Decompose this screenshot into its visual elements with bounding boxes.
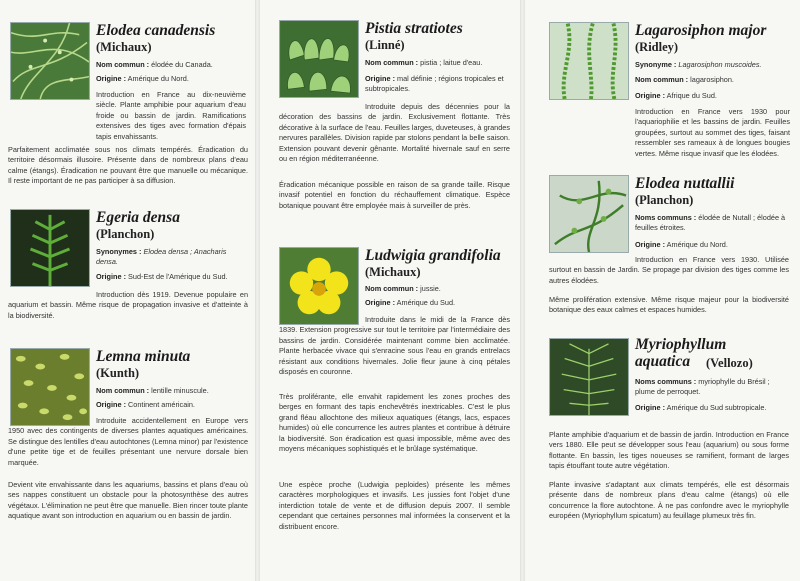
field-origin: Origine : Amérique du Nord. — [96, 74, 189, 83]
species-card-elodea-nuttallii — [525, 165, 800, 330]
paragraph: Éradication mécanique possible en raison de sa grande taille. Risque invasif potentiel en fonction du réchauffement climatique. Espèce botanique pouvant être employée mais à surveiller de près. — [279, 180, 510, 210]
myriophyllum-aquatica-photo — [549, 338, 629, 416]
field-common-name: Nom commun : élodée du Canada. — [96, 60, 213, 69]
species-card-ludwigia-grandifolia — [260, 235, 520, 581]
species-title: Elodea canadensis — [96, 22, 216, 39]
paragraph: Plante amphibie d'aquarium et de bassin de jardin. Introduction en France vers 1880. Elle peut se développer sous l'eau (aquarium) ou sous forme flottante. En bassin, les tiges noueuses se ramifient, formant de larges tapis étouffant toute autre végétation. — [549, 430, 789, 471]
field-common-names: Noms communs : myriophylle du Brésil ; plume de perroquet. — [635, 377, 770, 397]
paragraph: Une espèce proche (Ludwigia peploides) présente les mêmes caractères morphologiques et invasifs. Les jussies font l'objet d'une interdiction totale de vente et de diffusion depuis 2007. Il semble cependant que certaines personnes mal informées la conservent et la distribuent encore. — [279, 480, 510, 531]
species-author: (Ridley) — [635, 40, 679, 54]
species-author: (Linné) — [365, 38, 405, 52]
paragraph: Introduction en France au dix-neuvième siècle. Plante amphibie pour aquarium d'eau froide ou bassin de jardin. Ramifications extensives des tiges avec formation d'épais tapis envahissants. — [96, 90, 246, 141]
lemna-minuta-photo — [10, 348, 90, 426]
field-origin: Origine : mal définie ; régions tropicales et subtropicales. — [365, 74, 504, 94]
species-card-myriophyllum-aquatica — [525, 330, 800, 581]
paragraph: Introduction dès 1919. Devenue populaire en aquarium et bassin. Même risque de propagation invasive et d'atteinte à la biodiversité. — [8, 290, 248, 320]
field-origin: Origine : Continent américain. — [96, 400, 195, 409]
paragraph: Introduction en France vers 1930 pour l'aquariophilie et les bassins de jardin. Feuilles groupées, surtout au sommet des tiges, faisant ressembler ses rameaux à de longues bougies vertes. Même risque invasif que les élodées. — [635, 107, 790, 158]
pistia-stratiotes-photo — [279, 20, 359, 98]
paragraph: Introduite accidentellement en Europe vers 1950 avec des contingents de diverses plantes aquatiques américaines. Se distingue des lentilles d'eau autochtones (Lemna minor) par l'existence d'une petite tige et de feuilles présentant une nervure dorsale bien marquée. — [8, 416, 248, 467]
field-common-name: Nom commun : jussie. — [365, 284, 441, 293]
paragraph: Introduction en France vers 1930. Utilisée surtout en bassin de Jardin. Se propage par division des tiges comme les autres élodées. — [549, 255, 789, 285]
field-synonyms: Synonymes : Elodea densa ; Anacharis densa. — [96, 247, 227, 267]
column-left — [0, 0, 255, 581]
paragraph: Très proliférante, elle envahit rapidement les zones proches des berges en formant des tapis enchevêtrés inextricables. C'est le plus grand fléau allochtone des milieux aquatiques (étangs, lacs, espaces humides) où elle concurrence les autres plantes et contribue à détruire la biodiversité. Son éradication est quasi impossible, même avec des moyens mécaniques sophistiqués et le brûlage systématique. — [279, 392, 510, 454]
field-origin: Origine : Amérique du Nord. — [635, 240, 728, 249]
species-card-lemna-minuta — [0, 340, 255, 581]
field-origin: Origine : Amérique du Sud subtropicale. — [635, 403, 767, 412]
species-title: Lagarosiphon major — [635, 22, 767, 39]
paragraph: Introduite depuis des décennies pour la décoration des bassins de jardin. Exclusivement flottante. Très décorative à la surface de l'eau. Feuilles larges, duveteuses, à grandes nervures parallèles. Division rapide par stolons pendant la belle saison. Extension pouvant devenir gênante. Mortalité hivernale sauf en serre ou en région méditerranéenne. — [279, 102, 510, 164]
species-title-line: Myriophyllum aquatica — [635, 336, 727, 370]
species-card-elodea-canadensis — [0, 0, 255, 200]
species-author: (Vellozo) — [706, 356, 753, 370]
paragraph: Plante invasive s'adaptant aux climats tempérés, elle est désormais présente dans de nombreux plans d'eau calme (étangs) où elle concurrence la flore autochtone. À ne pas confondre avec le myriophylle européen (Myriophyllum spicatum) au feuillage plumeux très fin. — [549, 480, 789, 521]
field-common-name: Nom commun : pistia ; laitue d'eau. — [365, 58, 483, 67]
field-synonym: Synonyme : Lagarosiphon muscoides. — [635, 60, 762, 69]
paragraph: Même prolifération extensive. Même risque majeur pour la biodiversité botanique des eaux calmes et espaces humides. — [549, 295, 789, 315]
species-author: (Michaux) — [96, 40, 152, 54]
species-author: (Kunth) — [96, 366, 140, 380]
egeria-densa-photo — [10, 209, 90, 287]
elodea-canadensis-photo — [10, 22, 90, 100]
elodea-nuttallii-photo — [549, 175, 629, 253]
ludwigia-grandifolia-photo — [279, 247, 359, 325]
species-title: Elodea nuttallii — [635, 175, 735, 192]
species-title: Egeria densa — [96, 209, 180, 226]
lagarosiphon-major-photo — [549, 22, 629, 100]
field-origin: Origine : Amérique du Sud. — [365, 298, 456, 307]
paragraph: Parfaitement acclimatée sous nos climats tempérés. Éradication du territoire désormais illusoire. Présente dans de nombreux plans d'eau calme (étangs). Éradication ne pouvant être que manuelle ou mécanique. Il reste important de ne pas participer à sa diffusion. — [8, 145, 248, 186]
column-right — [525, 0, 800, 581]
field-origin: Origine : Afrique du Sud. — [635, 91, 717, 100]
field-common-name: Nom commun : lagarosiphon. — [635, 75, 734, 84]
species-author: (Planchon) — [635, 193, 694, 207]
species-title: Pistia stratiotes — [365, 20, 463, 37]
field-common-names: Noms communs : élodée de Nutall ; élodée à feuilles étroites. — [635, 213, 786, 233]
species-title: Lemna minuta — [96, 348, 191, 365]
species-author: (Michaux) — [365, 265, 421, 279]
species-author: (Planchon) — [96, 227, 155, 241]
species-card-egeria-densa — [0, 200, 255, 340]
field-origin: Origine : Sud-Est de l'Amérique du Sud. — [96, 272, 228, 281]
paragraph: Devient vite envahissante dans les aquariums, bassins et plans d'eau où ses nappes constituent un obstacle pour la photosynthèse des autres végétaux. L'élimination ne peut être que manuelle. Bien rincer toute plante aquatique avant son introduction en aquarium ou en bassin de jardin. — [8, 480, 248, 521]
paragraph: Introduite dans le midi de la France dès 1839. Extension progressive sur tout le territoire par l'intermédiaire des bassins de jardin. Considérée maintenant comme bien acclimatée. Plante herbacée vivace qui s'enracine sous l'eau en grands entrelacs résistant aux conditions hivernales. Jolie fleur jaune à cinq pétales disposés en couronne. — [279, 315, 510, 377]
species-card-pistia-stratiotes — [260, 0, 520, 235]
species-title: Ludwigia grandifolia — [365, 247, 501, 264]
column-center — [260, 0, 520, 581]
species-card-lagarosiphon-major — [525, 0, 800, 165]
field-common-name: Nom commun : lentille minuscule. — [96, 386, 209, 395]
